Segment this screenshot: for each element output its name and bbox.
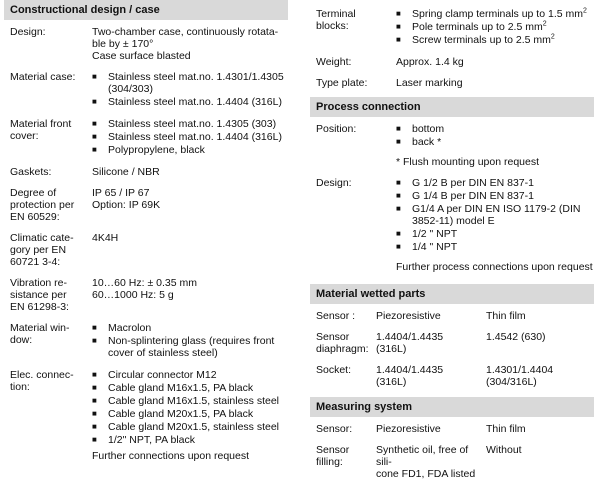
value-line: 10…60 Hz: ± 0.35 mm	[92, 277, 197, 289]
table-cell-label: Sensor diaphragm:	[316, 331, 369, 355]
table-cell-label: Sensor filling:	[316, 444, 350, 468]
bullet-icon: ■	[396, 35, 401, 44]
bullet-icon: ■	[92, 396, 97, 405]
superscript: 2	[550, 33, 555, 41]
spec-value	[396, 123, 594, 168]
value-line: Two-chamber case, continuously rotata- ble by ± 170°	[92, 26, 279, 50]
bullet-icon: ■	[396, 204, 401, 213]
section-header-measuring: Measuring system	[310, 397, 594, 417]
right-column	[310, 0, 594, 489]
spec-label: Terminal blocks:	[316, 8, 356, 32]
bullet-item	[396, 34, 594, 46]
spec-value	[92, 118, 288, 157]
table-cell-piezoresistive: Piezoresistive	[376, 310, 441, 322]
measuring-system-table	[310, 423, 594, 480]
bullet-item	[396, 177, 594, 189]
bullet-text: Pole terminals up to 2.5 $mm^2$	[412, 20, 547, 33]
spec-value	[92, 232, 288, 268]
spec-row-terminal	[310, 8, 594, 47]
table-cell-thinfilm: 1.4301/1.4404 (304/316L)	[486, 364, 554, 388]
table-cell-thinfilm: Thin film	[486, 423, 526, 435]
table-row	[310, 423, 594, 435]
section-header-process: Process connection	[310, 97, 594, 117]
bullet-icon: ■	[396, 124, 401, 133]
spec-row	[4, 26, 288, 62]
bullet-text: Circular connector M12	[108, 369, 217, 381]
spec-value	[92, 26, 288, 62]
table-cell-thinfilm: Without	[486, 444, 522, 456]
bullet-icon: ■	[396, 9, 401, 18]
bullet-text: Polypropylene, black	[108, 144, 205, 156]
bullet-item	[92, 96, 288, 108]
bullet-text: Stainless steel mat.no. 1.4305 (303)	[108, 118, 277, 130]
spec-value: Laser marking	[396, 77, 463, 89]
spec-row-design	[310, 177, 594, 273]
section-header-wetted: Material wetted parts	[310, 284, 594, 304]
spec-value: Approx. 1.4 kg	[396, 56, 464, 68]
spec-label: Material win- dow:	[10, 322, 70, 346]
spec-value	[396, 177, 594, 273]
bullet-item	[396, 8, 594, 20]
bullet-item	[92, 382, 288, 394]
table-cell-piezoresistive: 1.4404/1.4435 (316L)	[376, 364, 444, 388]
superscript: 2	[582, 7, 587, 15]
bullet-icon: ■	[92, 119, 97, 128]
bullet-icon: ■	[92, 72, 97, 81]
table-cell-thinfilm: Thin film	[486, 310, 526, 322]
bullet-text: Spring clamp terminals up to 1.5 $mm^2$	[412, 7, 587, 20]
bullet-item	[92, 118, 288, 130]
bullet-item	[92, 71, 288, 95]
value-line: 60…1000 Hz: 5 g	[92, 289, 174, 301]
bullet-item	[92, 408, 288, 420]
spec-value	[92, 277, 288, 313]
spec-row	[4, 322, 288, 360]
bullet-icon: ■	[92, 97, 97, 106]
bullet-icon: ■	[396, 137, 401, 146]
bullet-text: Cable gland M16x1.5, stainless steel	[108, 395, 280, 407]
spec-row	[4, 277, 288, 313]
bullet-item	[92, 144, 288, 156]
bullet-text: bottom	[412, 123, 445, 135]
bullet-item	[92, 335, 288, 359]
bullet-icon: ■	[396, 22, 401, 31]
spec-label: Elec. connec- tion:	[10, 369, 74, 393]
table-row	[310, 310, 594, 322]
table-cell-label: Sensor:	[316, 423, 353, 435]
bullet-icon: ■	[92, 422, 97, 431]
bullet-icon: ■	[92, 370, 97, 379]
spec-label: Vibration re- sistance per EN 61298-3:	[10, 277, 69, 313]
bullet-item	[92, 131, 288, 143]
bullet-icon: ■	[92, 323, 97, 332]
bullet-item	[396, 190, 594, 202]
spec-row	[4, 118, 288, 157]
table-row	[310, 331, 594, 355]
bullet-text: Stainless steel mat.no. 1.4301/1.4305 (304/303)	[108, 71, 284, 95]
bullet-text: G 1/4 B per DIN EN 837-1	[412, 190, 534, 202]
bullet-text: Cable gland M20x1.5, PA black	[108, 408, 254, 420]
spec-label: Climatic cate- gory per EN 60721 3-4:	[10, 232, 74, 268]
value-line: Silicone / NBR	[92, 166, 160, 178]
spec-row	[4, 71, 288, 109]
bullet-item	[92, 434, 288, 446]
spec-row-weight	[310, 56, 594, 68]
spec-label: Material front cover:	[10, 118, 72, 142]
bullet-item	[92, 421, 288, 433]
bullet-icon: ■	[92, 145, 97, 154]
spec-value	[92, 322, 288, 360]
bullet-item	[396, 241, 594, 253]
value-line: 4K4H	[92, 232, 119, 244]
spec-label: Design:	[10, 26, 46, 38]
table-cell-piezoresistive: Piezoresistive	[376, 423, 441, 435]
spec-row	[4, 369, 288, 462]
value-line: IP 65 / IP 67	[92, 187, 150, 199]
table-row	[310, 364, 594, 388]
bullet-text: Stainless steel mat.no. 1.4404 (316L)	[108, 131, 282, 143]
spec-label: Type plate:	[316, 77, 368, 89]
bullet-item	[92, 395, 288, 407]
superscript: 2	[542, 20, 547, 28]
bullet-item	[396, 228, 594, 240]
spec-value	[92, 71, 288, 109]
left-column	[4, 0, 288, 471]
construction-spec-list	[4, 26, 288, 462]
note-text: * Flush mounting upon request	[396, 156, 540, 168]
spec-value	[92, 369, 288, 462]
bullet-icon: ■	[396, 191, 401, 200]
spec-value	[92, 187, 288, 223]
bullet-icon: ■	[92, 383, 97, 392]
table-cell-piezoresistive: Synthetic oil, free of sili- cone FD1, FDA listed	[376, 444, 476, 480]
spec-label: Gaskets:	[10, 166, 52, 178]
section-header-construction: Constructional design / case	[4, 0, 288, 20]
spec-value	[396, 8, 594, 47]
bullet-item	[396, 21, 594, 33]
bullet-icon: ■	[396, 229, 401, 238]
bullet-text: Cable gland M20x1.5, stainless steel	[108, 421, 280, 433]
spec-label: Material case:	[10, 71, 76, 83]
spec-label: Design:	[316, 177, 352, 189]
bullet-item	[92, 369, 288, 381]
table-cell-label: Sensor :	[316, 310, 356, 322]
bullet-icon: ■	[92, 132, 97, 141]
bullet-text: back *	[412, 136, 442, 148]
bullet-text: G1/4 A per DIN EN ISO 1179-2 (DIN 3852-11) model E	[412, 203, 581, 227]
table-cell-piezoresistive: 1.4404/1.4435 (316L)	[376, 331, 444, 355]
wetted-parts-table	[310, 310, 594, 388]
bullet-text: Stainless steel mat.no. 1.4404 (316L)	[108, 96, 282, 108]
bullet-text: 1/2 " NPT	[412, 228, 458, 240]
note-text: Further process connections upon request	[396, 261, 593, 273]
bullet-text: Cable gland M16x1.5, PA black	[108, 382, 254, 394]
table-row	[310, 444, 594, 480]
spec-value	[92, 166, 288, 178]
bullet-text: 1/4 " NPT	[412, 241, 458, 253]
bullet-text: G 1/2 B per DIN EN 837-1	[412, 177, 534, 189]
table-cell-thinfilm: 1.4542 (630)	[486, 331, 546, 343]
spec-row	[4, 166, 288, 178]
bullet-icon: ■	[396, 178, 401, 187]
bullet-icon: ■	[396, 242, 401, 251]
value-line: Case surface blasted	[92, 50, 191, 62]
bullet-icon: ■	[92, 435, 97, 444]
spec-label: Weight:	[316, 56, 352, 68]
spec-row-typeplate	[310, 77, 594, 89]
spec-row	[4, 187, 288, 223]
bullet-text: Macrolon	[108, 322, 152, 334]
spec-row	[4, 232, 288, 268]
bullet-icon: ■	[92, 409, 97, 418]
bullet-item	[396, 203, 594, 227]
note-text: Further connections upon request	[92, 450, 250, 462]
bullet-item	[92, 322, 288, 334]
bullet-item	[396, 136, 594, 148]
bullet-icon: ■	[92, 336, 97, 345]
bullet-text: Screw terminals up to 2.5 $mm^2$	[412, 33, 555, 46]
bullet-text: 1/2" NPT, PA black	[108, 434, 195, 446]
value-line: Option: IP 69K	[92, 199, 161, 211]
bullet-text: Non-splintering glass (requires front cover of stainless steel)	[108, 335, 275, 359]
bullet-item	[396, 123, 594, 135]
spec-label: Degree of protection per EN 60529:	[10, 187, 75, 223]
spec-label: Position:	[316, 123, 357, 135]
spec-row-position	[310, 123, 594, 168]
table-cell-label: Socket:	[316, 364, 352, 376]
